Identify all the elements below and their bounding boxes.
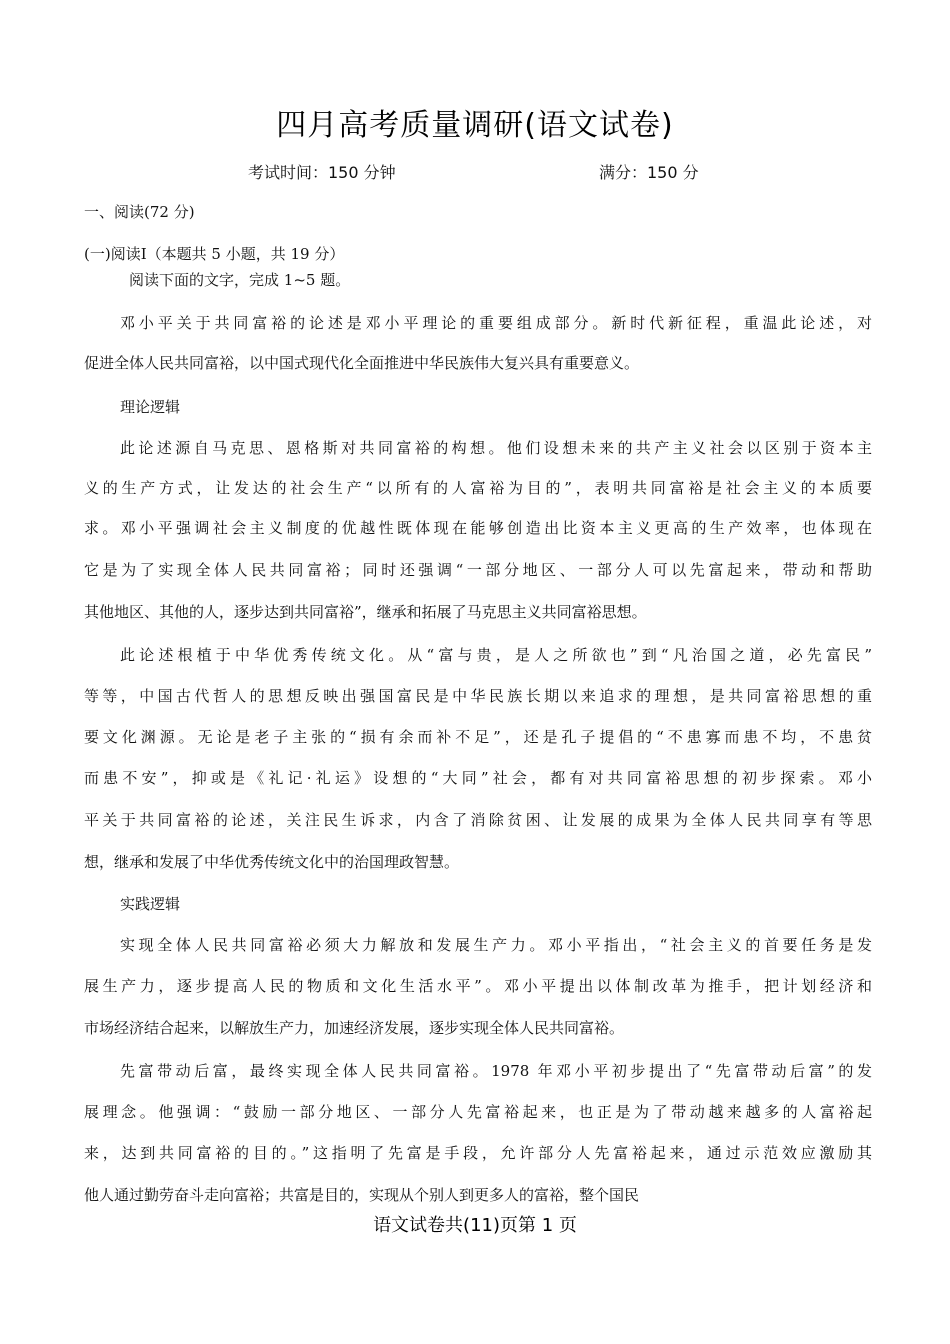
passage-line: 邓小平关于共同富裕的论述是邓小平理论的重要组成部分。新时代新征程，重温此论述，对 — [120, 314, 872, 332]
passage-line: 促进全体人民共同富裕，以中国式现代化全面推进中华民族伟大复兴具有重要意义。 — [84, 354, 640, 372]
sub-heading: (一)阅读Ⅰ（本题共 5 小题，共 19 分） — [84, 245, 345, 263]
passage-line: 求。邓小平强调社会主义制度的优越性既体现在能够创造出比资本主义更高的生产效率，也体现在 — [84, 519, 872, 537]
page-footer: 语文试卷共(11)页第 1 页 — [373, 1215, 577, 1236]
passage-line: 实现全体人民共同富裕必须大力解放和发展生产力。邓小平指出，“社会主义的首要任务是发 — [120, 936, 872, 954]
passage-line: 市场经济结合起来，以解放生产力，加速经济发展，逐步实现全体人民共同富裕。 — [84, 1019, 625, 1037]
passage-line: 而患不安”，抑或是《礼记·礼运》设想的“大同”社会，都有对共同富裕思想的初步探索。邓小 — [84, 769, 872, 787]
passage-line: 要文化渊源。无论是老子主张的“损有余而补不足”，还是孔子提倡的“不患寡而患不均，不患贫 — [84, 728, 872, 746]
passage-line: 展生产力，逐步提高人民的物质和文化生活水平”。邓小平提出以体制改革为推手，把计划经济和 — [84, 977, 872, 995]
passage-line: 其他地区、其他的人，逐步达到共同富裕”，继承和拓展了马克思主义共同富裕思想。 — [84, 603, 647, 621]
passage-line: 先富带动后富，最终实现全体人民共同富裕。1978 年邓小平初步提出了“先富带动后富”的发 — [120, 1062, 872, 1080]
full-score: 满分：150 分 — [599, 163, 699, 182]
passage-line: 想，继承和发展了中华优秀传统文化中的治国理政智慧。 — [84, 853, 460, 871]
passage-line: 等等，中国古代哲人的思想反映出强国富民是中华民族长期以来追求的理想，是共同富裕思想的重 — [84, 687, 872, 705]
passage-line: 义的生产方式，让发达的社会生产“以所有的人富裕为目的”，表明共同富裕是社会主义的本质要 — [84, 479, 872, 497]
instruction: 阅读下面的文字，完成 1~5 题。 — [129, 271, 351, 289]
section-subtitle: 实践逻辑 — [120, 895, 181, 913]
exam-time: 考试时间：150 分钟 — [248, 163, 396, 182]
passage-line: 展理念。他强调：“鼓励一部分地区、一部分人先富裕起来，也正是为了带动越来越多的人富裕起 — [84, 1103, 872, 1121]
passage-line: 此论述源自马克思、恩格斯对共同富裕的构想。他们设想未来的共产主义社会以区别于资本主 — [120, 439, 872, 457]
exam-title: 四月高考质量调研(语文试卷) — [276, 108, 674, 143]
passage-line: 此论述根植于中华优秀传统文化。从“富与贵，是人之所欲也”到“凡治国之道，必先富民” — [120, 646, 872, 664]
passage-line: 它是为了实现全体人民共同富裕；同时还强调“一部分地区、一部分人可以先富起来，带动和帮助 — [84, 561, 872, 579]
passage-line: 他人通过勤劳奋斗走向富裕；共富是目的，实现从个别人到更多人的富裕，整个国民 — [84, 1186, 640, 1204]
passage-line: 来，达到共同富裕的目的。”这指明了先富是手段，允许部分人先富裕起来，通过示范效应激励其 — [84, 1144, 872, 1162]
section-heading: 一、阅读(72 分) — [84, 203, 195, 221]
passage-line: 平关于共同富裕的论述，关注民生诉求，内含了消除贫困、让发展的成果为全体人民共同享有等思 — [84, 811, 872, 829]
section-subtitle: 理论逻辑 — [120, 398, 181, 416]
